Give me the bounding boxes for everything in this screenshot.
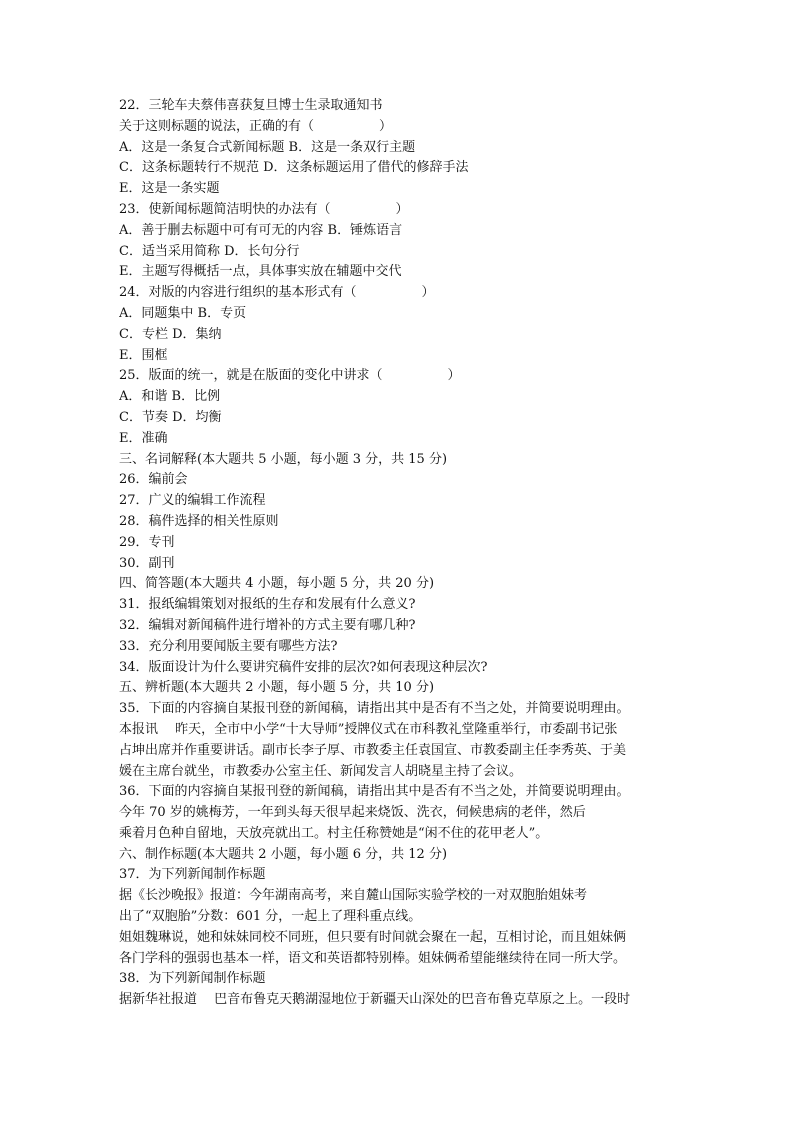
text-line: C．专栏 D．集纳 xyxy=(119,326,222,342)
text-line: 25．版面的统一，就是在版面的变化中讲求（ ） xyxy=(119,368,461,384)
text-line: E．这是一条实题 xyxy=(119,181,220,197)
text-line: 27．广义的编辑工作流程 xyxy=(119,493,266,509)
text-line: C．节奏 D．均衡 xyxy=(119,409,222,425)
section-heading: 六、制作标题(本大题共 2 小题，每小题 6 分，共 12 分) xyxy=(119,846,448,862)
text-line: 据新华社报道 巴音布鲁克天鹅湖湿地位于新疆天山深处的巴音布鲁克草原之上。一段时 xyxy=(119,992,631,1008)
text-line: 31．报纸编辑策划对报纸的生存和发展有什么意义? xyxy=(119,597,416,613)
text-line: E．准确 xyxy=(119,430,168,446)
text-line: 32．编辑对新闻稿件进行增补的方式主要有哪几种? xyxy=(119,617,416,633)
text-line: 37．为下列新闻制作标题 xyxy=(119,867,266,883)
text-line: 34．版面设计为什么要讲究稿件安排的层次?如何表现这种层次? xyxy=(119,659,488,675)
text-line: 24．对版的内容进行组织的基本形式有（ ） xyxy=(119,285,435,301)
text-line: 35．下面的内容摘自某报刊登的新闻稿，请指出其中是否有不当之处，并简要说明理由。 xyxy=(119,701,630,717)
text-line: A．同题集中 B．专页 xyxy=(119,305,247,321)
text-line: 占坤出席并作重要讲话。副市长李子厚、市教委主任袁国宣、市教委副主任李秀英、于美 xyxy=(119,742,627,758)
text-line: C．这条标题转行不规范 D．这条标题运用了借代的修辞手法 xyxy=(119,160,469,176)
text-line: 33．充分利用要闻版主要有哪些方法? xyxy=(119,638,338,654)
text-line: A．这是一条复合式新闻标题 B．这是一条双行主题 xyxy=(119,139,416,155)
text-line: 乘着月色种自留地，天放亮就出工。村主任称赞她是“闲不住的花甲老人”。 xyxy=(119,825,549,841)
text-line: E．主题写得概括一点，具体事实放在辅题中交代 xyxy=(119,264,402,280)
text-line: E．围框 xyxy=(119,347,168,363)
text-line: 出了“双胞胎”分数：601 分，一起上了理科重点线。 xyxy=(119,909,422,925)
text-line: 26．编前会 xyxy=(119,472,188,488)
text-line: 媛在主席台就坐，市教委办公室主任、新闻发言人胡晓星主持了会议。 xyxy=(119,763,523,779)
section-heading: 五、辨析题(本大题共 2 小题，每小题 5 分，共 10 分) xyxy=(119,680,435,696)
text-line: 36．下面的内容摘自某报刊登的新闻稿，请指出其中是否有不当之处，并简要说明理由。 xyxy=(119,784,630,800)
text-line: 22．三轮车夫蔡伟喜获复旦博士生录取通知书 xyxy=(119,98,383,113)
document-page xyxy=(119,96,679,1011)
text-line: 28．稿件选择的相关性原则 xyxy=(119,513,279,529)
text-line: A．善于删去标题中可有可无的内容 B．锤炼语言 xyxy=(119,222,403,238)
text-line: 据《长沙晚报》报道：今年湖南高考，来自麓山国际实验学校的一对双胞胎姐妹考 xyxy=(119,888,588,904)
section-heading: 三、名词解释(本大题共 5 小题，每小题 3 分，共 15 分) xyxy=(119,451,448,467)
text-line: 关于这则标题的说法，正确的有（ ） xyxy=(119,118,393,134)
text-line: A．和谐 B．比例 xyxy=(119,389,221,405)
text-line: 29．专刊 xyxy=(119,534,175,550)
text-line: 今年 70 岁的姚梅芳，一年到头每天很早起来烧饭、洗衣，伺候患病的老伴，然后 xyxy=(119,805,586,821)
text-line: 本报讯 昨天，全市中小学“十大导师”授牌仪式在市科教礼堂隆重举行，市委副书记张 xyxy=(119,721,618,737)
text-line: 23．使新闻标题简洁明快的办法有（ ） xyxy=(119,201,409,217)
text-line: 38．为下列新闻制作标题 xyxy=(119,971,266,987)
text-line: 各门学科的强弱也基本一样，语文和英语都特别棒。姐妹俩希望能继续待在同一所大学。 xyxy=(119,950,627,966)
text-line: 30．副刊 xyxy=(119,555,175,571)
text-line: 姐姐魏琳说，她和妹妹同校不同班，但只要有时间就会聚在一起，互相讨论，而且姐妹俩 xyxy=(119,929,627,945)
text-line: C．适当采用简称 D．长句分行 xyxy=(119,243,300,259)
section-heading: 四、简答题(本大题共 4 小题，每小题 5 分，共 20 分) xyxy=(119,576,435,592)
